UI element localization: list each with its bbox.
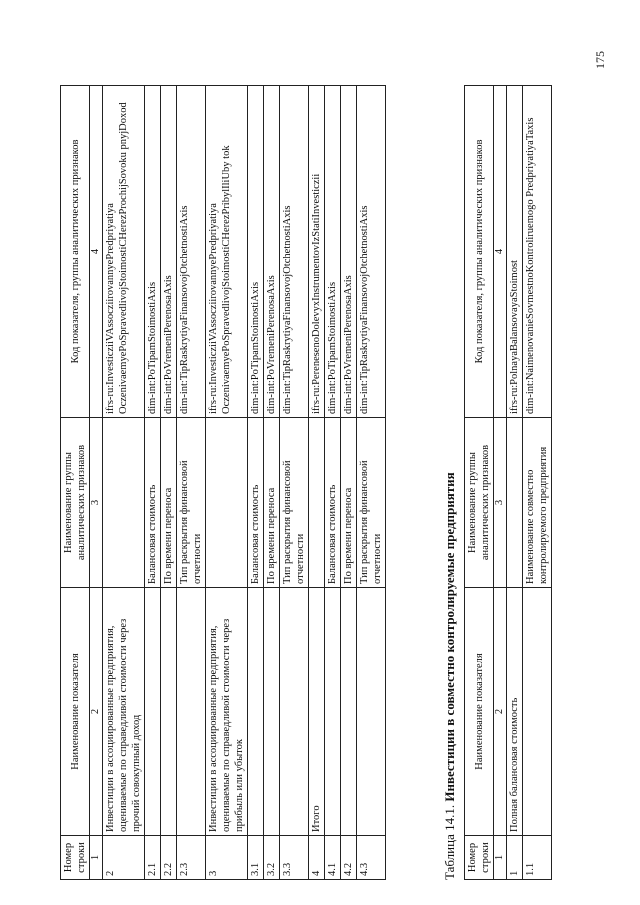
table-caption-title: Инвестиции в совместно контролируемые предприятия	[442, 472, 457, 802]
cell-code: dim-int:PoVremeniPerenosaAxis	[161, 86, 177, 418]
cell-group-name: Тип раскрытия финансовой отчетности	[357, 418, 386, 588]
cell-code: dim-int:TipRaskrytiyaFinansovojOtchetnostiAxis	[177, 86, 206, 418]
cell-group-name: По времени переноса	[161, 418, 177, 588]
cell-indicator-name: Полная балансовая стоимость	[507, 588, 523, 836]
column-number: 3	[90, 418, 103, 588]
table-row	[523, 86, 552, 880]
table-row	[309, 86, 325, 880]
table-row	[325, 86, 341, 880]
header-indicator-name: Наименование показателя	[465, 588, 494, 836]
cell-indicator-name: Итого	[309, 588, 325, 836]
cell-indicator-name	[177, 588, 206, 836]
cell-group-name	[309, 418, 325, 588]
column-number: 4	[90, 86, 103, 418]
cell-row-number: 2.1	[145, 836, 161, 880]
cell-code: dim-int:PoTipamStoimostiAxis	[248, 86, 264, 418]
cell-indicator-name	[161, 588, 177, 836]
column-number: 1	[90, 836, 103, 880]
table-row	[177, 86, 206, 880]
table-row	[145, 86, 161, 880]
cell-row-number: 1	[507, 836, 523, 880]
table-row	[357, 86, 386, 880]
column-number-row	[90, 86, 103, 880]
page-number: 175	[593, 51, 607, 69]
cell-indicator-name: Инвестиции в ассоциированные предприятия, оцениваемые по справедливой стоимости через прибыль или убыток	[206, 588, 248, 836]
cell-group-name: Наименование совместно контролируемого предприятия	[523, 418, 552, 588]
cell-row-number: 3	[206, 836, 248, 880]
rotated-page-content	[60, 60, 580, 880]
cell-row-number: 4.2	[341, 836, 357, 880]
header-indicator-name: Наименование показателя	[61, 588, 90, 836]
cell-code: dim-int:PoTipamStoimostiAxis	[325, 86, 341, 418]
cell-indicator-name	[523, 588, 552, 836]
column-number: 3	[494, 418, 507, 588]
header-code: Код показателя, группы аналитических признаков	[465, 86, 494, 418]
header-code: Код показателя, группы аналитических признаков	[61, 86, 90, 418]
cell-group-name: Тип раскрытия финансовой отчетности	[280, 418, 309, 588]
cell-group-name	[507, 418, 523, 588]
column-number: 4	[494, 86, 507, 418]
cell-indicator-name: Инвестиции в ассоциированные предприятия, оцениваемые по справедливой стоимости через прочий совокупный доход	[103, 588, 145, 836]
column-number: 2	[494, 588, 507, 836]
table-header-row	[465, 86, 494, 880]
table-row	[248, 86, 264, 880]
table-caption	[442, 472, 458, 880]
cell-code: ifrs-ru:PerenesenoDolevyxInstrumentovIzStatiInvesticzii	[309, 86, 325, 418]
table-row	[161, 86, 177, 880]
cell-code: dim-int:PoVremeniPerenosaAxis	[264, 86, 280, 418]
cell-group-name: Тип раскрытия финансовой отчетности	[177, 418, 206, 588]
table-row	[341, 86, 357, 880]
cell-code: dim-int:TipRaskrytiyaFinansovojOtchetnostiAxis	[280, 86, 309, 418]
header-group-name: Наименование группы аналитических признаков	[465, 418, 494, 588]
header-row-number: Номер строки	[465, 836, 494, 880]
cell-row-number: 4	[309, 836, 325, 880]
cell-code: dim-int:PoVremeniPerenosaAxis	[341, 86, 357, 418]
cell-code: ifrs-ru:PolnayaBalansovayaStoimost	[507, 86, 523, 418]
cell-row-number: 1.1	[523, 836, 552, 880]
cell-group-name: По времени переноса	[341, 418, 357, 588]
cell-indicator-name	[280, 588, 309, 836]
column-number: 1	[494, 836, 507, 880]
cell-row-number: 3.1	[248, 836, 264, 880]
cell-indicator-name	[145, 588, 161, 836]
cell-row-number: 4.3	[357, 836, 386, 880]
cell-code: dim-int:PoTipamStoimostiAxis	[145, 86, 161, 418]
table-caption-number: Таблица 14.1.	[442, 804, 457, 880]
cell-row-number: 3.3	[280, 836, 309, 880]
table-row	[507, 86, 523, 880]
header-row-number: Номер строки	[61, 836, 90, 880]
jv-investments-table	[464, 85, 552, 880]
cell-code: dim-int:TipRaskrytiyaFinansovojOtchetnostiAxis	[357, 86, 386, 418]
column-number-row	[494, 86, 507, 880]
table-row	[264, 86, 280, 880]
table-row	[103, 86, 145, 880]
cell-indicator-name	[264, 588, 280, 836]
cell-group-name	[103, 418, 145, 588]
cell-code: dim-int:NaimenovanieSovmestnoKontroliruemogo PredpriyatiyaTaxis	[523, 86, 552, 418]
cell-row-number: 2.3	[177, 836, 206, 880]
cell-group-name: Балансовая стоимость	[248, 418, 264, 588]
cell-code: ifrs-ru:InvesticziiVAssocziirovannyePredpriyatiya OczenivaemyePoSpravedlivojStoimostiCHerezPribylIliUby tok	[206, 86, 248, 418]
cell-group-name: Балансовая стоимость	[145, 418, 161, 588]
cell-group-name	[206, 418, 248, 588]
column-number: 2	[90, 588, 103, 836]
cell-indicator-name	[325, 588, 341, 836]
table-header-row	[61, 86, 90, 880]
cell-indicator-name	[341, 588, 357, 836]
table-row	[206, 86, 248, 880]
cell-code: ifrs-ru:InvesticziiVAssocziirovannyePredpriyatiya OczenivaemyePoSpravedlivojStoimostiCHerezProchijSovoku pnyjDoxod	[103, 86, 145, 418]
cell-indicator-name	[357, 588, 386, 836]
cell-group-name: Балансовая стоимость	[325, 418, 341, 588]
cell-row-number: 2.2	[161, 836, 177, 880]
indicator-table	[60, 85, 386, 880]
cell-row-number: 4.1	[325, 836, 341, 880]
cell-row-number: 2	[103, 836, 145, 880]
table-row	[280, 86, 309, 880]
cell-row-number: 3.2	[264, 836, 280, 880]
cell-indicator-name	[248, 588, 264, 836]
header-group-name: Наименование группы аналитических признаков	[61, 418, 90, 588]
cell-group-name: По времени переноса	[264, 418, 280, 588]
